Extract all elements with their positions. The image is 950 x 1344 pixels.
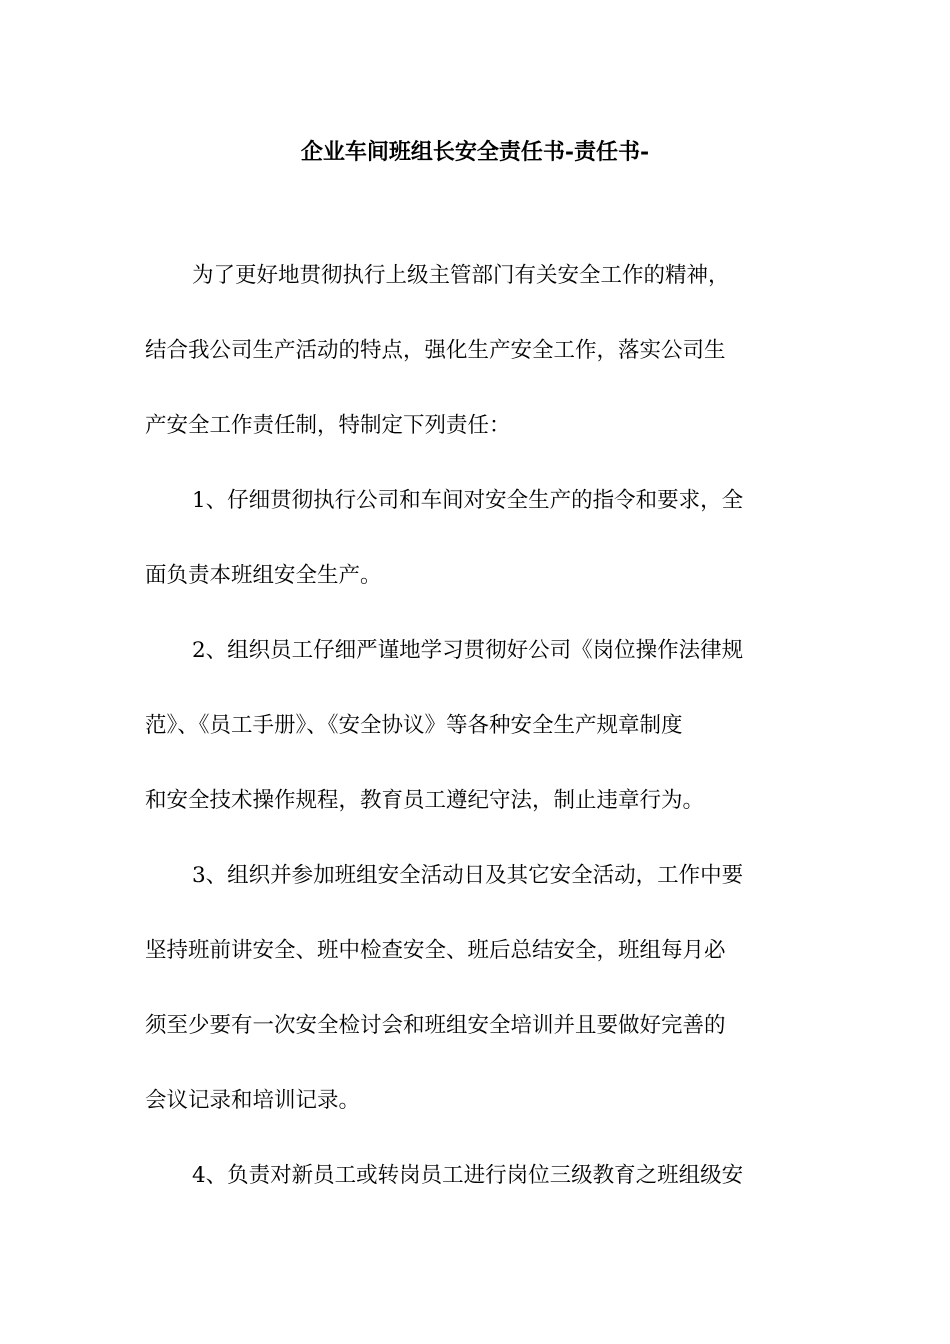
paragraph-intro-line-2: 结合我公司生产活动的特点，强化生产安全工作，落实公司生: [145, 338, 726, 363]
item-2-line-3: 和安全技术操作规程，教育员工遵纪守法，制止违章行为。: [145, 788, 705, 813]
item-3-line-1: 3、组织并参加班组安全活动日及其它安全活动，工作中要: [192, 863, 744, 888]
item-3-line-2: 坚持班前讲安全、班中检查安全、班后总结安全，班组每月必: [145, 938, 726, 963]
item-1-line-1: 1、仔细贯彻执行公司和车间对安全生产的指令和要求，全: [192, 488, 744, 513]
paragraph-intro-line-3: 产安全工作责任制，特制定下列责任：: [145, 413, 511, 438]
item-1-line-2: 面负责本班组安全生产。: [145, 563, 382, 588]
item-4-line-1: 4、负责对新员工或转岗员工进行岗位三级教育之班组级安: [192, 1163, 744, 1188]
item-3-line-4: 会议记录和培训记录。: [145, 1088, 361, 1113]
paragraph-intro-line-1: 为了更好地贯彻执行上级主管部门有关安全工作的精神，: [192, 263, 730, 288]
item-2-line-2: 范》、《员工手册》、《安全协议》等各种安全生产规章制度: [145, 713, 683, 738]
item-2-line-1: 2、组织员工仔细严谨地学习贯彻好公司《岗位操作法律规: [192, 638, 744, 663]
item-3-line-3: 须至少要有一次安全检讨会和班组安全培训并且要做好完善的: [145, 1013, 726, 1038]
document-title: 企业车间班组长安全责任书-责任书-: [300, 139, 650, 165]
